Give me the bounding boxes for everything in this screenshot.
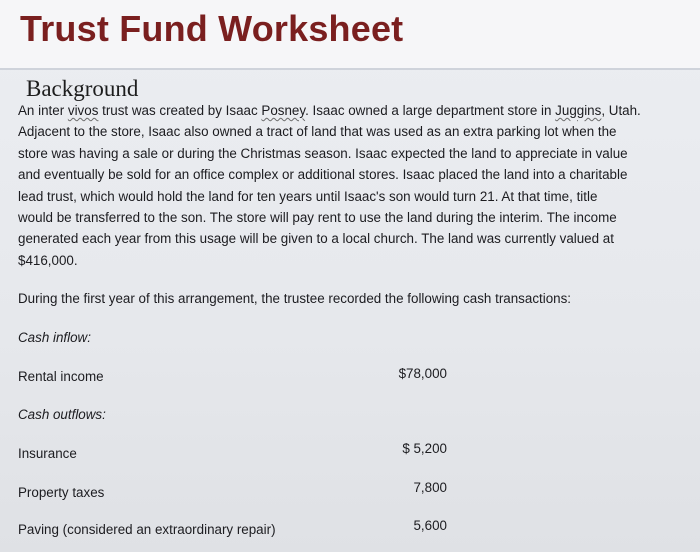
paragraph-text: , Utah. xyxy=(601,103,641,118)
intro-text: During the first year of this arrangement, the trustee recorded the following cash transactions: xyxy=(18,291,572,306)
title-bar xyxy=(0,0,700,70)
cash-inflow-label: Cash inflow: xyxy=(18,330,91,345)
paragraph-text: . Isaac owned a large department store in xyxy=(305,103,556,118)
background-heading: Background xyxy=(26,76,139,101)
outflow-amount-insurance: $ 5,200 xyxy=(402,441,447,456)
cash-outflows-label: Cash outflows: xyxy=(18,407,106,422)
outflow-label-paving: Paving (considered an extraordinary repair) xyxy=(18,522,276,537)
inflow-label-rental-income: Rental income xyxy=(18,369,104,384)
paragraph-text: trust was created by Isaac xyxy=(98,103,262,118)
paragraph-line xyxy=(18,100,686,121)
outflow-amount-property-taxes: 7,800 xyxy=(413,480,447,495)
paragraph-line: would be transferred to the son. The store will pay rent to use the land during the interim. The income xyxy=(18,210,617,226)
paragraph-line: and eventually be sold for an office complex or additional stores. Isaac placed the land into a charitable xyxy=(18,167,628,183)
paragraph-line: generated each year from this usage will be given to a local church. The land was currently valued at xyxy=(18,231,614,247)
outflow-amount-paving: 5,600 xyxy=(413,518,447,533)
paragraph-line: Adjacent to the store, Isaac also owned a tract of land that was used as an extra parking lot when the xyxy=(18,124,617,140)
paragraph-line: $416,000. xyxy=(18,252,78,268)
outflow-label-property-taxes: Property taxes xyxy=(18,485,105,500)
outflow-label-insurance: Insurance xyxy=(18,446,77,461)
paragraph-text: An inter xyxy=(18,103,68,118)
paragraph-line: store was having a sale or during the Christmas season. Isaac expected the land to appreciate in value xyxy=(18,145,628,161)
page-title: Trust Fund Worksheet xyxy=(20,8,404,49)
inflow-amount-rental-income: $78,000 xyxy=(398,366,447,381)
background-paragraph xyxy=(18,100,686,271)
spellcheck-word: vivos xyxy=(67,103,99,118)
spellcheck-word: Juggins xyxy=(555,103,602,118)
paragraph-line: lead trust, which would hold the land for ten years until Isaac's son would turn 21. At that time, title xyxy=(18,188,598,204)
spellcheck-word: Posney xyxy=(261,103,306,118)
